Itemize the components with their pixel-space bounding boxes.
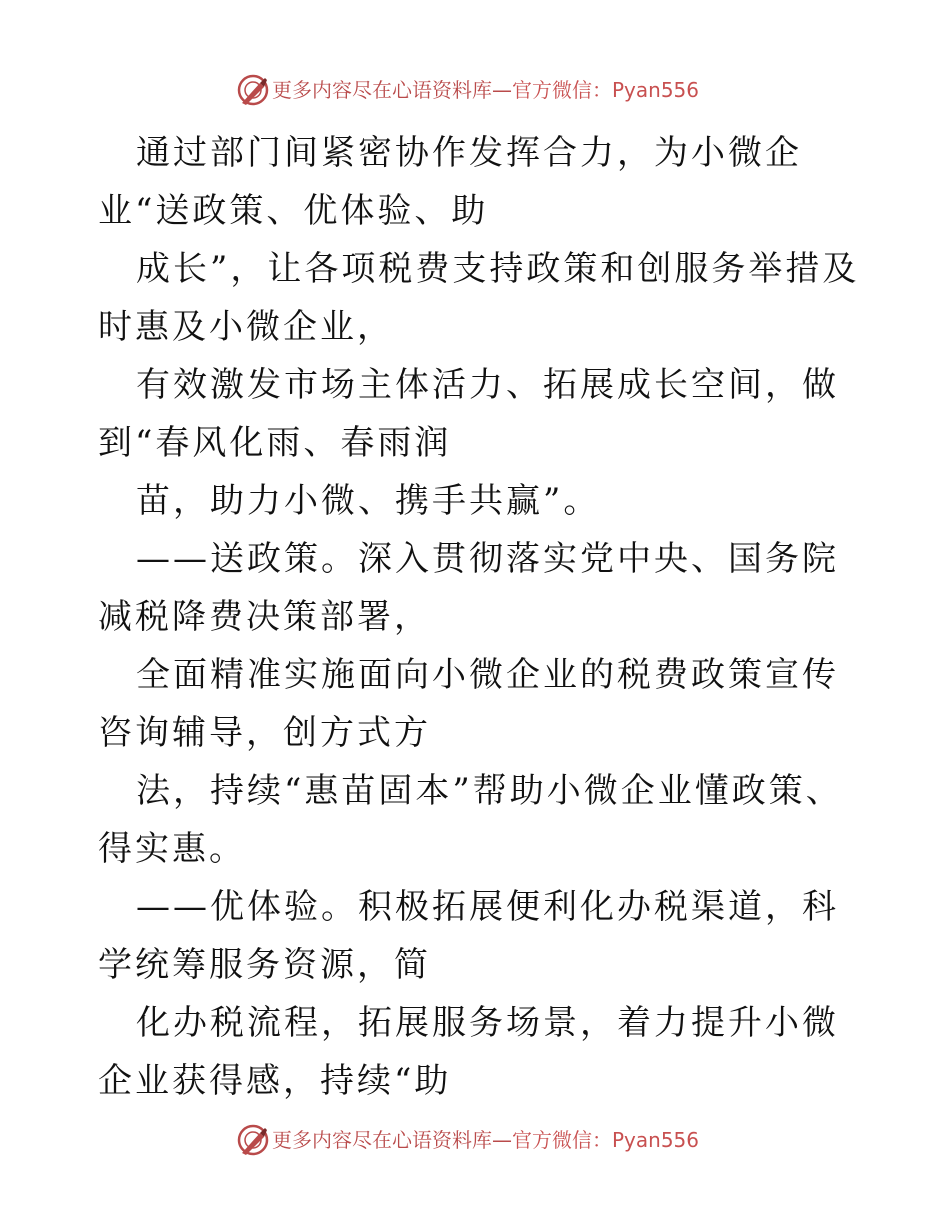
- watermark-text: [272, 1128, 699, 1152]
- paragraph: 法，持续“惠苗固本”帮助小微企业懂政策、得实惠。: [98, 771, 843, 869]
- paragraph: 通过部门间紧密协作发挥合力，为小微企业“送政策、优体验、助: [98, 133, 802, 231]
- watermark-title: 更多内容尽在心语资料库: [272, 1128, 492, 1152]
- paragraph: ——送政策。深入贯彻落实党中央、国务院减税降费决策部署，: [98, 539, 839, 637]
- document-body: [98, 124, 868, 1110]
- paragraph: 全面精准实施面向小微企业的税费政策宣传咨询辅导，创方式方: [98, 655, 839, 753]
- paragraph: 成长”，让各项税费支持政策和创服务举措及时惠及小微企业，: [98, 249, 860, 347]
- paragraph: 有效激发市场主体活力、拓展成长空间，做到“春风化雨、春雨润: [98, 365, 839, 463]
- footer-watermark: [0, 1120, 950, 1160]
- watermark-account: 官方微信：Pyan556: [512, 1128, 700, 1152]
- watermark-title: 更多内容尽在心语资料库: [272, 78, 492, 102]
- paragraph: 化办税流程，拓展服务场景，着力提升小微企业获得感，持续“助: [98, 1003, 839, 1101]
- paragraph: ——优体验。积极拓展便利化办税渠道，科学统筹服务资源，简: [98, 887, 839, 985]
- paragraph: 苗，助力小微、携手共赢”。: [136, 481, 601, 521]
- header-watermark: [0, 70, 950, 110]
- watermark-account: 官方微信：Pyan556: [512, 78, 700, 102]
- watermark-text: [272, 78, 699, 102]
- watermark-separator: —: [492, 1128, 512, 1152]
- pen-logo-icon: [236, 1123, 270, 1157]
- pen-logo-icon: [236, 73, 270, 107]
- watermark-separator: —: [492, 78, 512, 102]
